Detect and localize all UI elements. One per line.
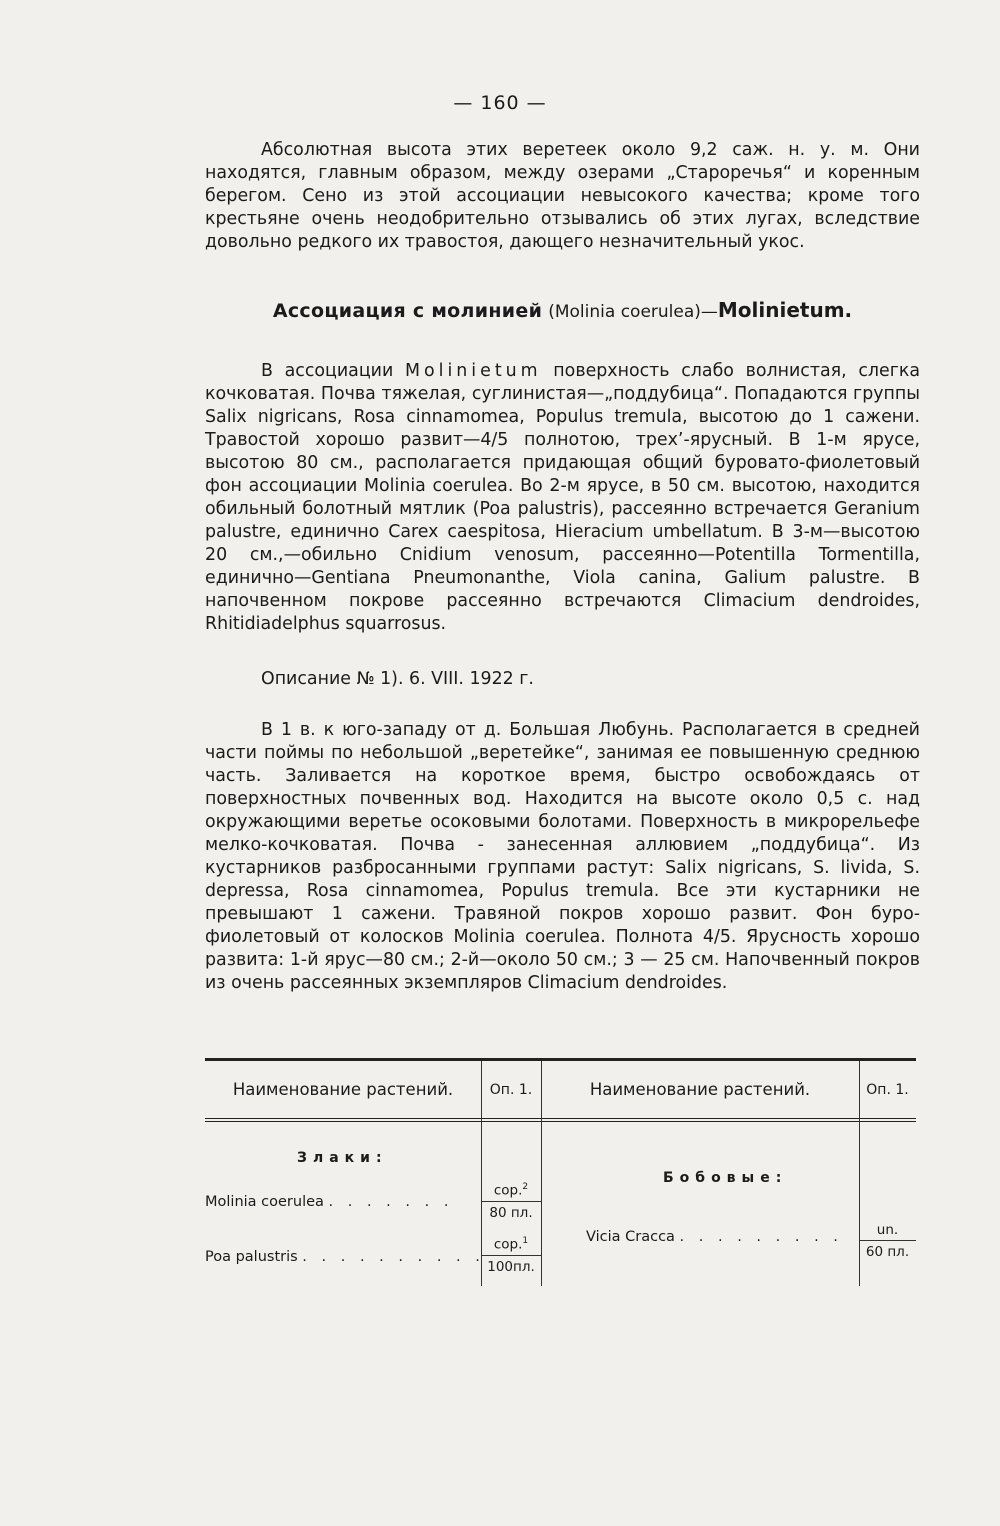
group-label-left: Злаки: (297, 1150, 388, 1166)
abundance-numerator: cop.$^1$ (493, 1236, 529, 1253)
abundance-numerator: un. (876, 1222, 899, 1238)
table-row (586, 1229, 843, 1245)
section-heading (205, 298, 920, 322)
abundance-numerator: cop.$^2$ (493, 1182, 529, 1199)
header-name-left: Наименование растений. (232, 1080, 454, 1099)
paragraph-molinietum (205, 360, 920, 636)
paragraph-altitude: Абсолютная высота этих веретеек около 9,2 саж. н. у. м. Они находятся, главным образом, между озерами „Старoречья“ и коренным берегом. Сено из этой ассоциации невысокого качества; кроме того крестьяне очень неодобрительно отзывались об этих лугах, вследствие довольно редкого их травостоя, дающего незначительный укос. (205, 140, 920, 252)
plant-name: Poa palustris (205, 1249, 298, 1265)
paragraph-description: В 1 в. к юго-западу от д. Большая Любунь. Располагается в средней части поймы по небольшой „веретейке“, занимая ее повышенную среднюю часть. Заливается на короткое время, быстро освобождаясь от поверхностных почвенных вод. Находится на высоте около 0,5 с. над окружающими веретье осоковыми болотами. Поверхность в микрорельефе мелко-кочковатая. Почва - занесенная аллювием „поддубица“. Из кустарников разбросанными группами растут: Salix nigricans, S. livida, S. depressa, Rosa cinnamomea, Populus tremula. Все эти кустарники не превышают 1 сажени. Травяной покров хорошо развит. Фон буро-фиолетовый от колосков Molinia coerulea. Полнота 4/5. Ярусность хорошо развита: 1-й ярус—80 см.; 2-й—около 50 см.; 3 — 25 см. Напочвенный покров из очень рассеянных экземпляров Climacium dendroides. (205, 720, 920, 993)
p2-spaced-term: Molinietum (404, 361, 542, 381)
table-top-rule (205, 1058, 916, 1061)
heading-bold-latin: Molinietum. (717, 298, 853, 322)
abundance-denominator: 100пл. (481, 1255, 541, 1275)
group-label-right: Бобовые: (663, 1170, 788, 1186)
leader-dots: . . . . . . . . . (679, 1229, 843, 1245)
heading-latin: (Molinia coerulea)— (548, 302, 718, 322)
table-row (205, 1249, 485, 1265)
abundance-value (481, 1236, 541, 1275)
header-op-left: Оп. 1. (489, 1082, 533, 1098)
abundance-denominator: 60 пл. (859, 1240, 916, 1260)
abundance-denominator: 80 пл. (481, 1201, 541, 1221)
plant-table (205, 1058, 916, 1288)
header-name-right: Наименование растений. (589, 1080, 811, 1099)
header-op-right: Оп. 1. (866, 1082, 909, 1098)
p2-start: В ассоциации (261, 361, 405, 381)
table-header-rule-2 (205, 1121, 916, 1122)
table-row (205, 1194, 453, 1210)
description-title: Описание № 1). 6. VIII. 1922 г. (261, 669, 534, 689)
leader-dots: . . . . . . . (328, 1194, 454, 1210)
plant-name: Vicia Cracca (586, 1229, 675, 1245)
p2-rest: поверхность слабо волнистая, слегка кочковатая. Почва тяжелая, суглинистая—„поддубица“. Попадаются группы Salix nigricans, Rosa cinnamomea, Populus tremula, высотою до 1 сажени. Травостой хорошо развит—4/5 полнотою, трех’-ярусный. В 1-м ярусе, высотою 80 см., располагается придающая общий буровато-фиолетовый фон ассоциации Molinia coerulea. Во 2-м ярусе, в 50 см. высотою, находится обильный болотный мятлик (Poa palustris), рассеянно встречается Geranium palustre, единично Carex caespitosa, Hieracium umbellatum. В 3-м—высотою 20 см.,—обильно Cnidium venosum, рассеянно—Potentilla Tormentilla, единично—Gentiana Pneumonanthe, Viola canina, Galium palustre. В напочвенном покрове рассеянно встречаются Climacium dendroides, Rhitidiadelphus squarrosus. (205, 361, 920, 634)
abundance-value (859, 1222, 916, 1260)
leader-dots: . . . . . . . . . . (302, 1249, 485, 1265)
heading-bold-russian: Ассоциация с молинией (272, 300, 543, 322)
abundance-value (481, 1182, 541, 1221)
page-number: — 160 — (453, 92, 547, 114)
plant-name: Molinia coerulea (205, 1194, 324, 1210)
table-header-rule-1 (205, 1118, 916, 1119)
